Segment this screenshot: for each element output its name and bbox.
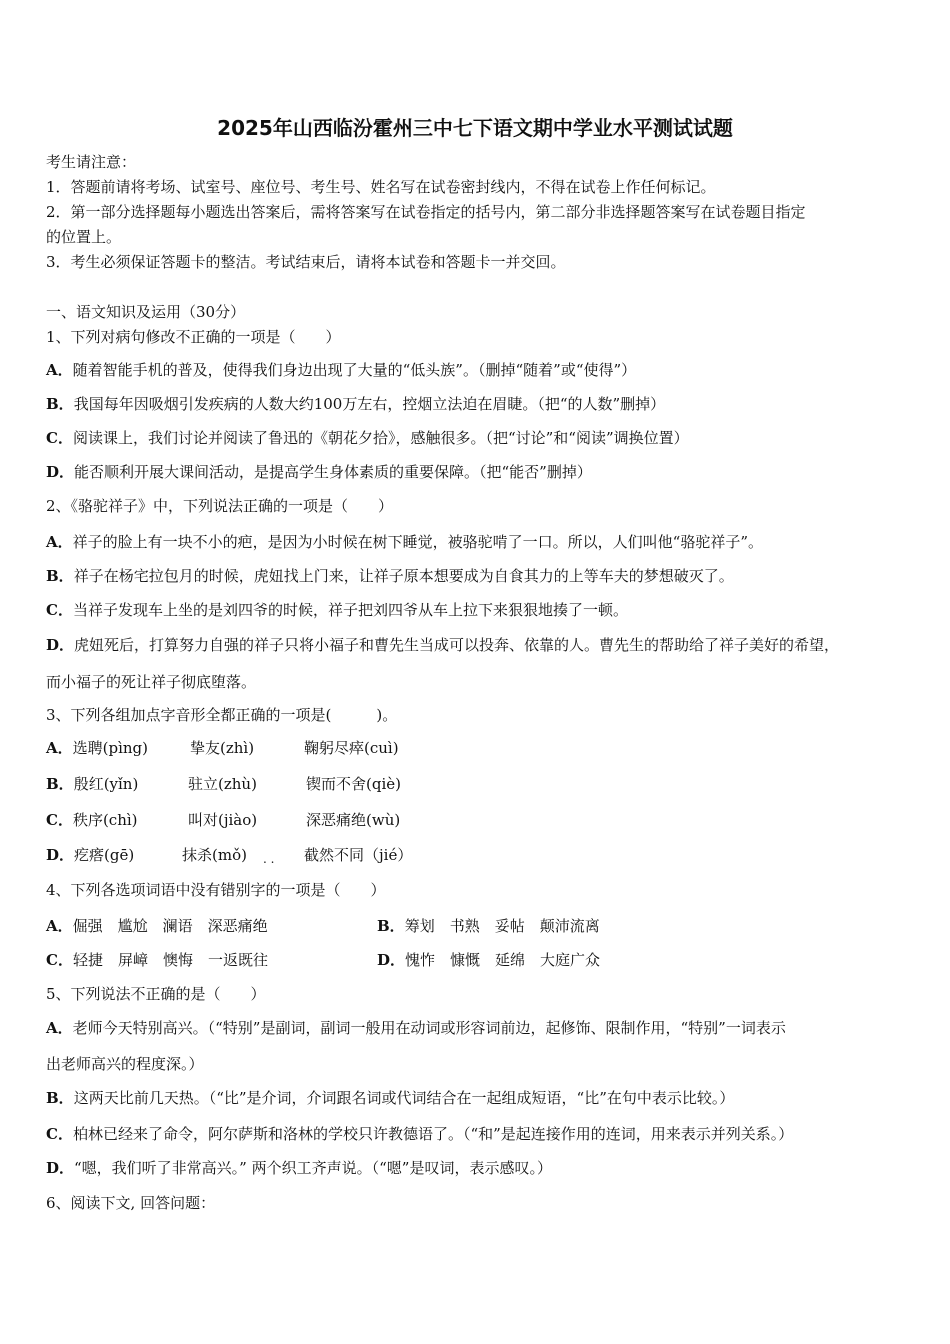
question-5-option-c xyxy=(46,1124,793,1144)
notice-item-1: 1．答题前请将考场、试室号、座位号、考生号、姓名写在试卷密封线内，不得在试卷上作任何标记。 xyxy=(46,178,716,196)
question-3-option-c xyxy=(46,810,138,830)
question-1-option-b xyxy=(46,394,665,414)
notice-heading: 考生请注意： xyxy=(46,153,137,171)
notice-item-2-cont: 的位置上。 xyxy=(46,228,122,246)
question-4-option-b xyxy=(377,916,600,936)
option-word: 挚友(zhì) xyxy=(190,739,255,757)
option-text: 当祥子发现车上坐的是刘四爷的时候，祥子把刘四爷从车上拉下来狠狠地揍了一顿。 xyxy=(72,601,628,619)
question-4-option-a xyxy=(46,916,268,936)
question-5-option-a xyxy=(46,1018,786,1038)
notice-item-2: 2．第一部分选择题每小题选出答案后，需将答案写在试卷指定的括号内，第二部分非选择题答案写在试卷题目指定 xyxy=(46,203,806,221)
question-3-stem: 3、下列各组加点字音形全都正确的一项是( )。 xyxy=(46,706,398,724)
option-label: A． xyxy=(46,917,73,935)
option-word: 选聘(pìng) xyxy=(72,739,149,757)
option-label: A． xyxy=(46,361,73,379)
option-label: B． xyxy=(46,567,74,585)
option-label: C． xyxy=(46,1125,73,1143)
option-text: 柏林已经来了命令，阿尔萨斯和洛林的学校只许教德语了。（“和”是起连接作用的连词，用来表示并列关系。） xyxy=(72,1125,794,1143)
question-3-option-d xyxy=(46,845,134,865)
section-heading: 一、语文知识及运用（30分） xyxy=(46,303,246,321)
question-2-option-a xyxy=(46,532,763,552)
option-label: D． xyxy=(46,636,75,654)
option-label: B． xyxy=(46,1089,74,1107)
question-6-stem: 6、阅读下文, 回答问题： xyxy=(46,1194,216,1212)
option-label: B． xyxy=(46,775,74,793)
question-2-option-d-cont: 而小福子的死让祥子彻底堕落。 xyxy=(46,673,257,691)
option-text: 阅读课上，我们讨论并阅读了鲁迅的《朝花夕拾》，感触很多。（把“讨论”和“阅读”调换位置） xyxy=(72,429,689,447)
option-label: D． xyxy=(46,1159,75,1177)
option-word: 抹杀(mǒ) xyxy=(182,846,247,864)
option-text: 祥子在杨宅拉包月的时候，虎妞找上门来，让祥子原本想要成为自食其力的上等车夫的梦想破灭了。 xyxy=(73,567,734,585)
page-title: 2025年山西临汾霍州三中七下语文期中学业水平测试试题 xyxy=(217,116,733,140)
question-1-option-a xyxy=(46,360,636,380)
notice-item-3: 3．考生必须保证答题卡的整洁。考试结束后，请将本试卷和答题卡一并交回。 xyxy=(46,253,566,271)
option-text: 愧怍 慷慨 延绵 大庭广众 xyxy=(405,951,601,969)
option-label: D． xyxy=(46,846,75,864)
question-2-option-d xyxy=(46,635,839,655)
option-text: “嗯，我们听了非常高兴。” 两个织工齐声说。（“嗯”是叹词，表示感叹。） xyxy=(74,1159,552,1177)
question-4-option-c xyxy=(46,950,268,970)
option-text: 倔强 尴尬 澜语 深恶痛绝 xyxy=(72,917,268,935)
question-1-option-c xyxy=(46,428,689,448)
option-text: 我国每年因吸烟引发疾病的人数大约100万左右，控烟立法迫在眉睫。（把“的人数”删掉） xyxy=(73,395,666,413)
question-5-option-d xyxy=(46,1158,552,1178)
option-label: C． xyxy=(46,811,73,829)
option-label: B． xyxy=(46,395,74,413)
option-word: 锲而不舍(qiè) xyxy=(306,775,401,793)
option-label: D． xyxy=(377,951,406,969)
option-label: C． xyxy=(46,601,73,619)
option-text: 祥子的脸上有一块不小的疤，是因为小时候在树下睡觉，被骆驼啃了一口。所以，人们叫他“骆驼祥子”。 xyxy=(72,533,763,551)
option-word: 深恶痛绝(wù) xyxy=(306,811,401,829)
option-text: 随着智能手机的普及，使得我们身边出现了大量的“低头族”。（删掉“随着”或“使得”） xyxy=(72,361,637,379)
option-label: C． xyxy=(46,951,73,969)
emphasis-dots: . . xyxy=(263,852,275,866)
option-word: 叫对(jiào) xyxy=(188,811,258,829)
option-word: 疙瘩(gē) xyxy=(74,846,135,864)
question-5-stem: 5、下列说法不正确的是（ ） xyxy=(46,985,266,1003)
option-text: 筹划 书熟 妥帖 颠沛流离 xyxy=(404,917,600,935)
question-2-option-b xyxy=(46,566,734,586)
option-text: 能否顺利开展大课间活动，是提高学生身体素质的重要保障。（把“能否”删掉） xyxy=(74,463,592,481)
question-4-option-d xyxy=(377,950,600,970)
option-word: 鞠躬尽瘁(cuì) xyxy=(304,739,399,757)
option-label: B． xyxy=(377,917,405,935)
option-label: A． xyxy=(46,1019,73,1037)
question-1-option-d xyxy=(46,462,592,482)
option-label: A． xyxy=(46,533,73,551)
question-2-stem: 2、《骆驼祥子》中，下列说法正确的一项是（ ） xyxy=(46,497,394,515)
option-label: C． xyxy=(46,429,73,447)
question-3-option-b xyxy=(46,774,138,794)
question-5-option-a-cont: 出老师高兴的程度深。） xyxy=(46,1055,204,1073)
option-word: 殷红(yǐn) xyxy=(73,775,139,793)
option-text: 轻捷 屏嶂 懊悔 一返既往 xyxy=(72,951,268,969)
question-4-stem: 4、下列各选项词语中没有错别字的一项是（ ） xyxy=(46,881,386,899)
option-label: A． xyxy=(46,739,73,757)
question-5-option-b xyxy=(46,1088,734,1108)
question-1-stem: 1、下列对病句修改不正确的一项是（ ） xyxy=(46,328,341,346)
option-label: D． xyxy=(46,463,75,481)
question-3-option-a xyxy=(46,738,148,758)
option-word: 秩序(chì) xyxy=(72,811,138,829)
option-word: 截然不同（jié） xyxy=(304,846,413,864)
option-text: 这两天比前几天热。（“比”是介词，介词跟名词或代词结合在一起组成短语，“比”在句中表示比较。） xyxy=(73,1089,735,1107)
option-word: 驻立(zhù) xyxy=(188,775,257,793)
question-2-option-c xyxy=(46,600,628,620)
option-text: 老师今天特别高兴。（“特别”是副词，副词一般用在动词或形容词前边，起修饰、限制作用，“特别”一词表示 xyxy=(72,1019,786,1037)
option-text: 虎妞死后，打算努力自强的祥子只将小福子和曹先生当成可以投奔、依靠的人。曹先生的帮助给了祥子美好的希望， xyxy=(74,636,840,654)
